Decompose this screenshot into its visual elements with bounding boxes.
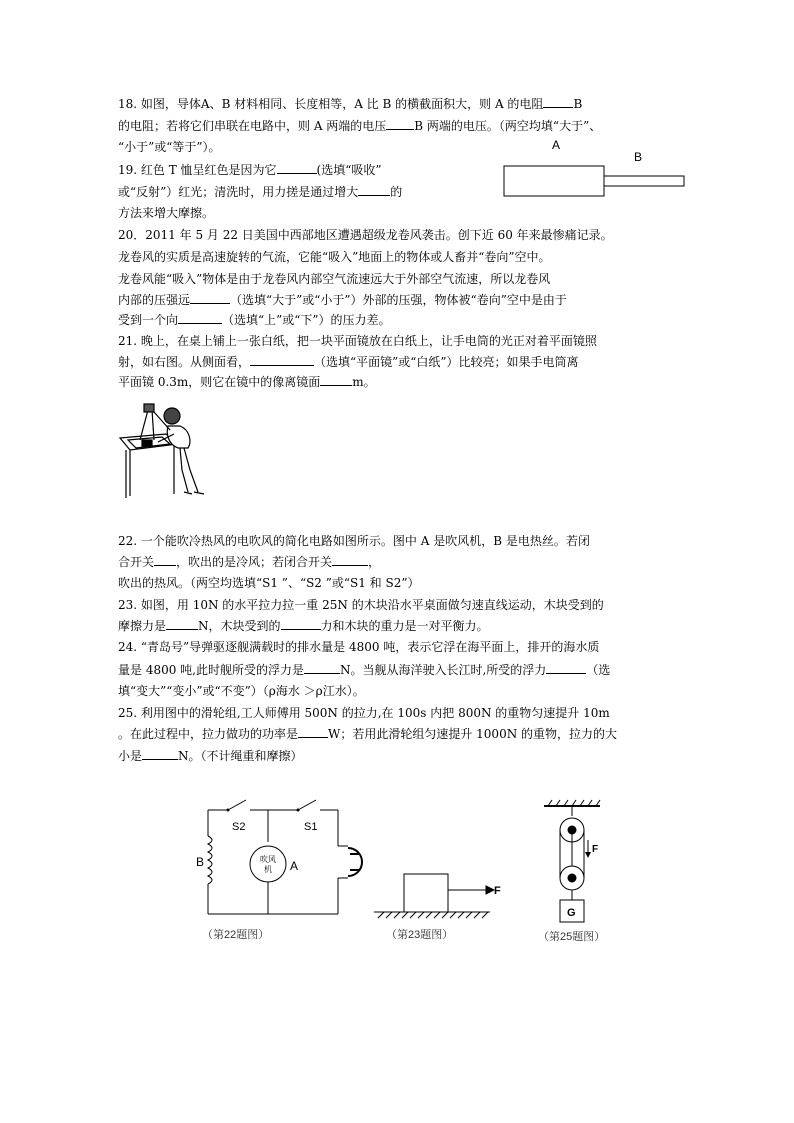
q19-line2 [118,184,402,199]
q23-blank2[interactable] [281,618,321,630]
q21-flashlight-figure [118,398,218,502]
q24-line2-text: 量是 4800 吨,此时舰所受的浮力是 [118,663,304,677]
q18-line2-tail: B 两端的电压。（两空均填“大于”、 [414,119,602,133]
q24-line2 [118,662,610,677]
q18-line1-tail: B [573,97,583,111]
q21-line2 [118,354,579,369]
q21-line1: 21. 晚上，在桌上铺上一张白纸，把一块平面镜放在白纸上，让手电筒的光正对着平面镜照 [118,334,597,348]
plug [348,848,362,876]
q18-label-a: A [552,138,561,152]
q22-line2-tail: ， [368,555,381,569]
fig22-label-b: B [196,855,205,869]
fig22-fan-text2: 机 [264,865,272,874]
q22-line1: 22. 一个能吹冷热风的电吹风的简化电路如图所示。图中 A 是吹风机，B 是电热丝。若闭 [118,534,590,548]
q20-line5-tail: （选填“上”或“下”）的压力差。 [222,313,391,327]
q20-line5 [118,312,391,327]
q23-blank1[interactable] [166,618,198,630]
fig22-circuit [198,798,378,958]
q19-line1-text: 19. 红色 T 恤呈红色是因为它 [118,163,277,177]
q18-label-b: B [634,150,643,164]
q25-line2-tail: W；若用此滑轮组匀速提升 1000N 的重物，拉力的大 [328,727,618,741]
q18-blank2[interactable] [386,118,414,130]
q20-line1: 20．2011 年 5 月 22 日美国中西部地区遭遇超级龙卷风袭击。创下近 60 年来最惨痛记录。 [118,228,613,242]
person-head [164,408,180,424]
q18-line2 [118,118,601,133]
q24-line2-mid: N。当舰从海洋驶入长江时,所受的浮力 [339,663,547,677]
heater-coil [208,836,212,884]
fan-motor [250,846,286,882]
q19-blank1[interactable] [277,162,317,174]
q21-line2-text: 射，如右图。从侧面看， [118,355,251,369]
wooden-block [404,874,448,912]
q21-line2-tail: （选填“平面镜”或“白纸”）比较亮；如果手电筒离 [314,355,579,369]
fig23-block [372,870,512,940]
q24-line1: 24. “青岛号”导弹驱逐舰满载时的排水量是 4800 吨，表示它浮在海平面上，排开的海水质 [118,640,600,654]
q18-conductor-figure [500,164,690,200]
q21-line3-tail: m。 [352,375,376,389]
q24-line2-tail: （选 [586,663,611,677]
q19-line3: 方法来增大摩擦。 [118,206,215,220]
q25-line2 [118,726,617,741]
fig23-label-f: F [494,885,501,897]
q22-line2 [118,554,380,569]
fig22-fan-text1: 吹风 [260,855,276,864]
mirror [142,440,152,446]
q23-line2 [118,618,489,633]
fig22-label-a: A [290,859,299,873]
q20-line4 [118,292,567,307]
q20-line4-text: 内部的压强远 [118,293,191,307]
q23-line2-tail: 力和木块的重力是一对平衡力。 [320,619,489,633]
flashlight [144,404,154,412]
q25-line3-text: 小是 [118,749,143,763]
q24-blank2[interactable] [546,662,586,674]
q21-line3 [118,374,376,389]
q23-line1: 23. 如图，用 10N 的水平拉力拉一重 25N 的木块沿水平桌面做匀速直线运动，木块受到的 [118,598,604,612]
q25-line3 [118,748,303,763]
q20-line2: 龙卷风的实质是高速旋转的气流，它能“吸入”地面上的物体或人畜并“卷向”空中。 [118,250,551,264]
q18-line3: “小于”或“等于”）。 [118,140,221,154]
q25-line1: 25. 利用图中的滑轮组,工人师傅用 500N 的拉力,在 100s 内把 800N 的重物匀速提升 10m [118,706,610,720]
q18-blank1[interactable] [543,96,573,108]
q19-line2-tail: 的 [390,185,403,199]
q24-line3: 填“变大”“变小”或“不变”）（ρ海水 ＞ρ江水）。 [118,684,365,698]
q25-line2-text: 。在此过程中，拉力做功的功率是 [118,727,299,741]
q19-line1 [118,162,382,177]
q20-blank2[interactable] [178,312,222,324]
q19-blank2[interactable] [358,184,390,196]
q21-blank1[interactable] [250,354,314,366]
surface-hatch [378,912,488,918]
conductor-b [604,176,684,186]
q25-blank2[interactable] [142,748,178,760]
q18-line2-text: 的电阻；若将它们串联在电路中，则 A 两端的电压 [118,119,387,133]
fig22-label-s2: S2 [232,821,246,833]
q23-line2-text: 摩擦力是 [118,619,167,633]
fig25-pulley [534,800,634,950]
q20-line3: 龙卷风能“吸入”物体是由于龙卷风内部空气流速远大于外部空气流速，所以龙卷风 [118,272,551,286]
fig25-label-f: F [592,844,599,855]
q25-line3-tail: N。（不计绳重和摩擦） [178,749,303,763]
fig25-label-g: G [567,907,576,919]
q22-line3: 吹出的热风。（两空均选填“S1 ”、“S2 ”或“S1 和 S2”） [118,576,420,590]
q22-blank2[interactable] [332,554,368,566]
fig23-caption: （第23题图） [386,929,454,941]
fig22-caption: （第22题图） [202,929,270,941]
q23-line2-mid: N，木块受到的 [198,619,281,633]
q21-line3-text: 平面镜 0.3m，则它在镜中的像离镜面 [118,375,321,389]
q20-blank1[interactable] [190,292,230,304]
fig22-label-s1: S1 [304,821,318,833]
q20-line4-tail: （选填“大于”或“小于”）外部的压强，物体被“卷向”空中是由于 [230,293,567,307]
conductor-a [504,166,604,196]
q19-line1-tail: (选填“吸收” [316,163,382,177]
q19-line2-text: 或“反射”）红光；清洗时，用力搓是通过增大 [118,185,359,199]
q22-line2-mid: ，吹出的是冷风；若闭合开关 [176,555,333,569]
q22-line2-text: 合开关 [118,555,155,569]
q25-blank1[interactable] [298,726,328,738]
q18-line1 [118,96,582,111]
q20-line5-text: 受到一个向 [118,313,179,327]
q24-blank1[interactable] [304,662,340,674]
q18-line1-text: 18. 如图，导体A、B 材料相同、长度相等，A 比 B 的横截面积大，则 A 的电阻 [118,97,544,111]
q21-blank2[interactable] [320,374,352,386]
fig25-caption: （第25题图） [538,931,606,943]
q22-blank1[interactable] [154,554,176,566]
